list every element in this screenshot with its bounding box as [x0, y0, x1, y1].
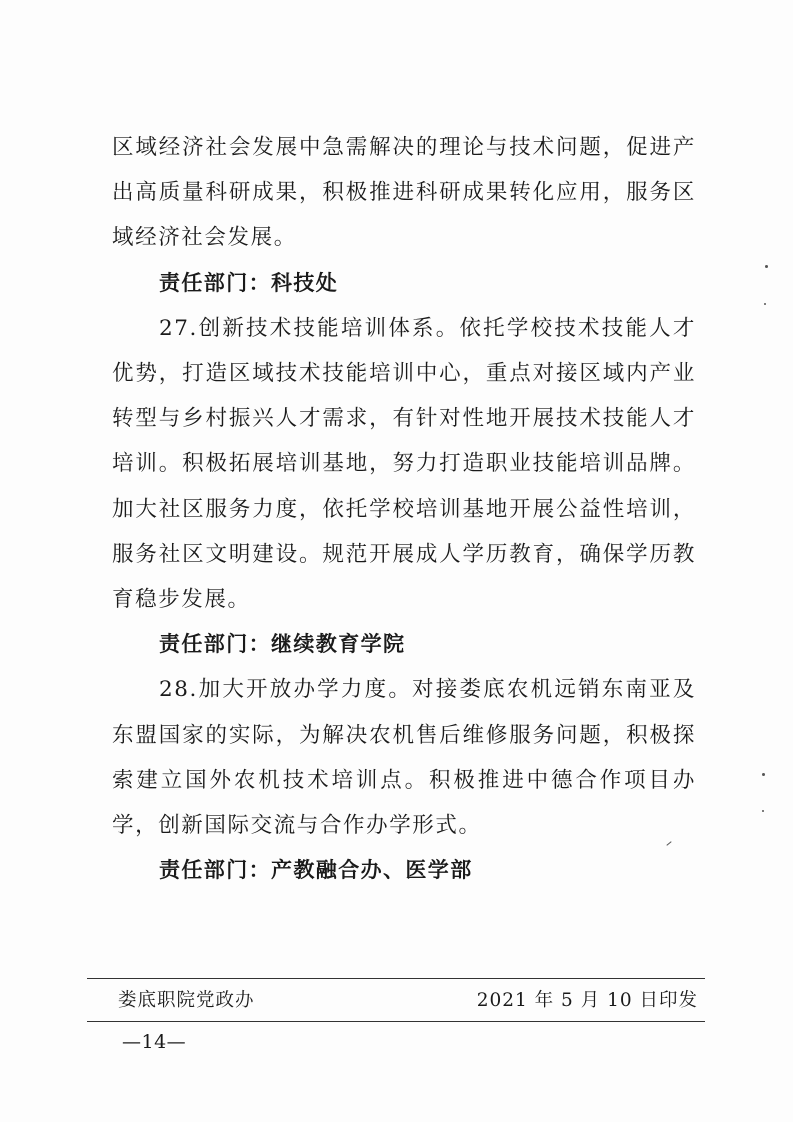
paragraph-item-28: 28.加大开放办学力度。对接娄底农机远销东南亚及东盟国家的实际，为解决农机售后维修服务问题，积极探索建立国外农机技术培训点。积极推进中德合作项目办学，创新国际交流与合作办学形式。 [112, 677, 696, 839]
footer-issue-date: 2021 年 5 月 10 日印发 [476, 990, 698, 1011]
paragraph-continuation: 区域经济社会发展中急需解决的理论与技术问题，促进产出高质量科研成果，积极推进科研成果转化应用，服务区域经济社会发展。 [112, 135, 696, 251]
department-line-continuing-education: 责任部门：继续教育学院 [159, 632, 406, 657]
scan-speck [765, 265, 768, 268]
scan-speck [762, 810, 764, 812]
footer-top-rule [87, 978, 705, 979]
footer-issuer: 娄底职院党政办 [118, 990, 255, 1011]
footer-bottom-rule [87, 1021, 705, 1022]
document-body [112, 125, 696, 893]
page-number: —14— [122, 1031, 187, 1053]
footer-info-row [118, 986, 698, 1016]
scan-speck [764, 303, 766, 305]
paragraph-item-27: 27.创新技术技能培训体系。依托学校技术技能人才优势，打造区域技术技能培训中心，重点对接区域内产业转型与乡村振兴人才需求，有针对性地开展技术技能人才培训。积极拓展培训基地，努力打造职业技能培训品牌。加大社区服务力度，依托学校培训基地开展公益性培训，服务社区文明建设。规范开展成人学历教育，确保学历教育稳步发展。 [112, 315, 696, 613]
department-line-industry-education: 责任部门：产教融合办、医学部 [159, 858, 473, 883]
department-line-science-office: 责任部门：科技处 [159, 270, 339, 295]
scan-speck [762, 773, 765, 776]
